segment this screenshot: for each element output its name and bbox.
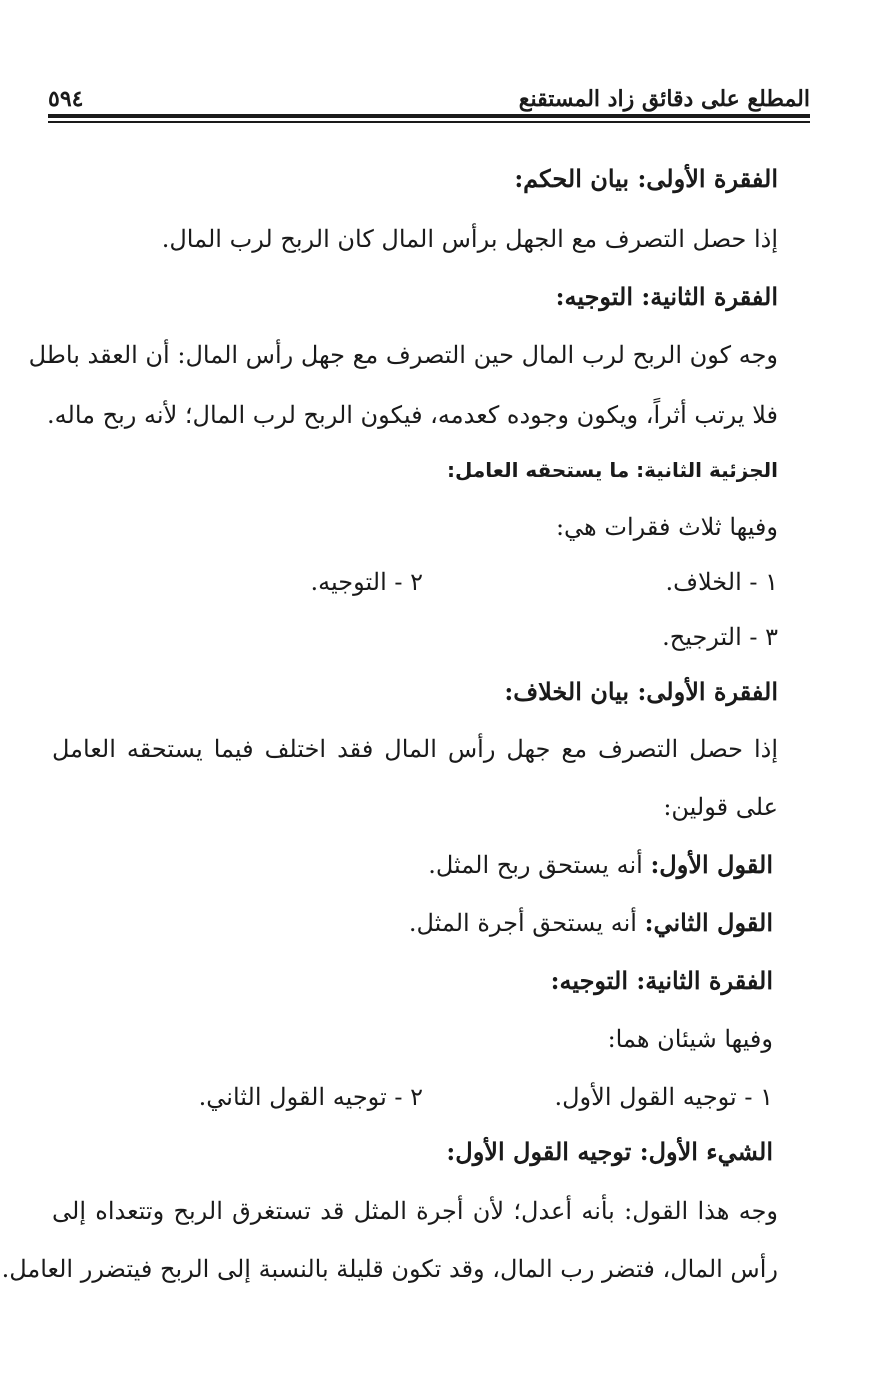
opinion-line xyxy=(428,848,773,882)
paragraph-line: رأس المال، فتضر رب المال، وقد تكون قليلة بالنسبة إلى الربح فيتضرر العامل. xyxy=(1,1255,778,1283)
list-item: ١ - الخلاف. xyxy=(665,568,778,596)
list-item: ٢ - توجيه القول الثاني. xyxy=(198,1083,423,1111)
page-header xyxy=(48,78,810,112)
section-heading: الفقرة الثانية: التوجيه: xyxy=(550,966,773,995)
paragraph-line: إذا حصل التصرف مع جهل رأس المال فقد اختلف فيما يستحقه العامل xyxy=(52,735,778,763)
paragraph-line: إذا حصل التصرف مع الجهل برأس المال كان الربح لرب المال. xyxy=(161,225,778,253)
list-item: ٣ - الترجيح. xyxy=(662,623,778,651)
paragraph-line: وفيها ثلاث فقرات هي: xyxy=(555,513,778,541)
section-heading: الفقرة الثانية: التوجيه: xyxy=(555,282,778,311)
list-item: ١ - توجيه القول الأول. xyxy=(554,1083,773,1111)
section-heading: الفقرة الأولى: بيان الحكم: xyxy=(514,164,778,193)
section-heading: الفقرة الأولى: بيان الخلاف: xyxy=(504,677,778,706)
paragraph-line: على قولين: xyxy=(663,793,778,821)
opinion-text: أنه يستحق ربح المثل. xyxy=(428,851,651,879)
paragraph-line: وجه هذا القول: بأنه أعدل؛ لأن أجرة المثل قد تستغرق الربح وتتعداه إلى xyxy=(52,1197,778,1225)
subsection-heading: الجزئية الثانية: ما يستحقه العامل: xyxy=(447,458,778,482)
header-rule-thin xyxy=(48,121,810,123)
page-number: ٥٩٤ xyxy=(48,86,84,112)
opinion-text: أنه يستحق أجرة المثل. xyxy=(408,909,645,937)
paragraph-line: وجه كون الربح لرب المال حين التصرف مع جهل رأس المال: أن العقد باطل xyxy=(28,341,778,369)
paragraph-line: فلا يرتب أثراً، ويكون وجوده كعدمه، فيكون الربح لرب المال؛ لأنه ربح ماله. xyxy=(47,401,778,429)
paragraph-line: وفيها شيئان هما: xyxy=(607,1025,773,1053)
header-rule-thick xyxy=(48,114,810,118)
list-item: ٢ - التوجيه. xyxy=(310,568,423,596)
opinion-label: القول الثاني: xyxy=(644,908,773,937)
opinion-label: القول الأول: xyxy=(650,850,773,879)
section-heading: الشيء الأول: توجيه القول الأول: xyxy=(446,1137,773,1166)
book-title: المطلع على دقائق زاد المستقنع xyxy=(518,86,810,112)
opinion-line xyxy=(409,906,773,940)
